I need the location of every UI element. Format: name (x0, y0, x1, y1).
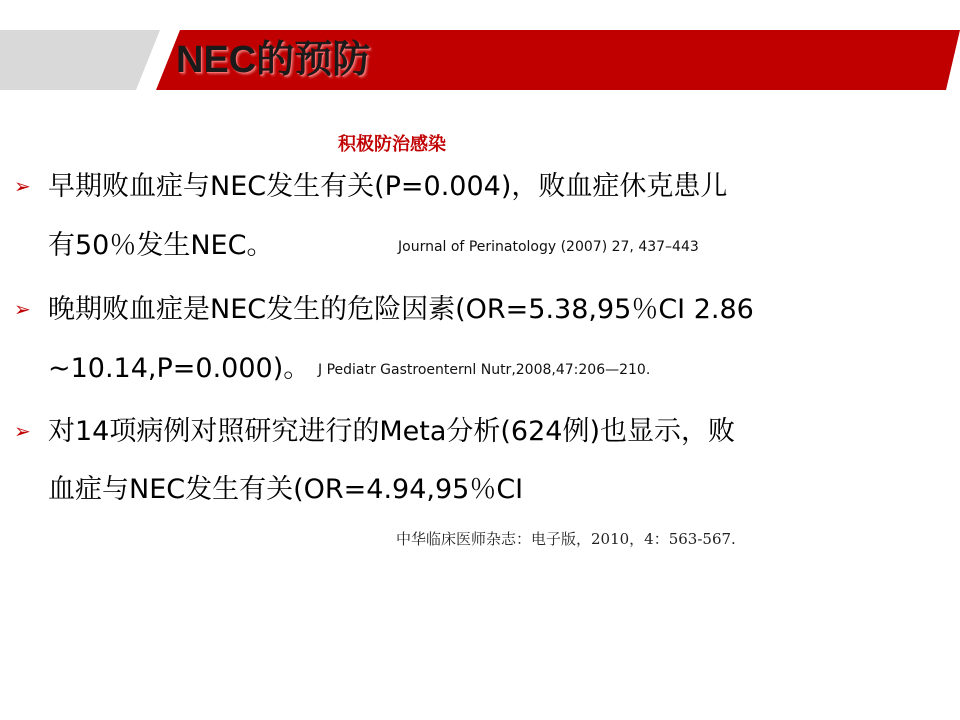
slide-title: NEC的预防 (176, 39, 371, 81)
bullet-2-line-1: 晚期败血症是NEC发生的危险因素(OR=5.38,95％CI 2.86 (48, 294, 754, 325)
bullet-1-line-2: 有50％发生NEC。 (48, 230, 274, 261)
bullet-2-line-2: ~10.14,P=0.000)。 (48, 353, 311, 384)
arrow-right-icon: ➢ (14, 297, 31, 321)
bullet-1-reference: Journal of Perinatology (2007) 27, 437–443 (398, 239, 699, 255)
slide-subtitle: 积极防治感染 (338, 134, 446, 155)
bullet-1-line-1: 早期败血症与NEC发生有关(P=0.004)，败血症休克患儿 (48, 171, 728, 202)
bullet-2-reference: J Pediatr Gastroenternl Nutr,2008,47:206—210. (318, 362, 651, 378)
bullet-3-reference: 中华临床医师杂志：电子版，2010，4：563-567. (396, 530, 736, 548)
arrow-right-icon: ➢ (14, 174, 31, 198)
bullet-3-line-1: 对14项病例对照研究进行的Meta分析(624例)也显示，败 (48, 416, 735, 447)
bullet-3-line-2: 血症与NEC发生有关(OR=4.94,95％CI (48, 474, 524, 505)
arrow-right-icon: ➢ (14, 419, 31, 443)
header-gray-bar (0, 30, 160, 90)
